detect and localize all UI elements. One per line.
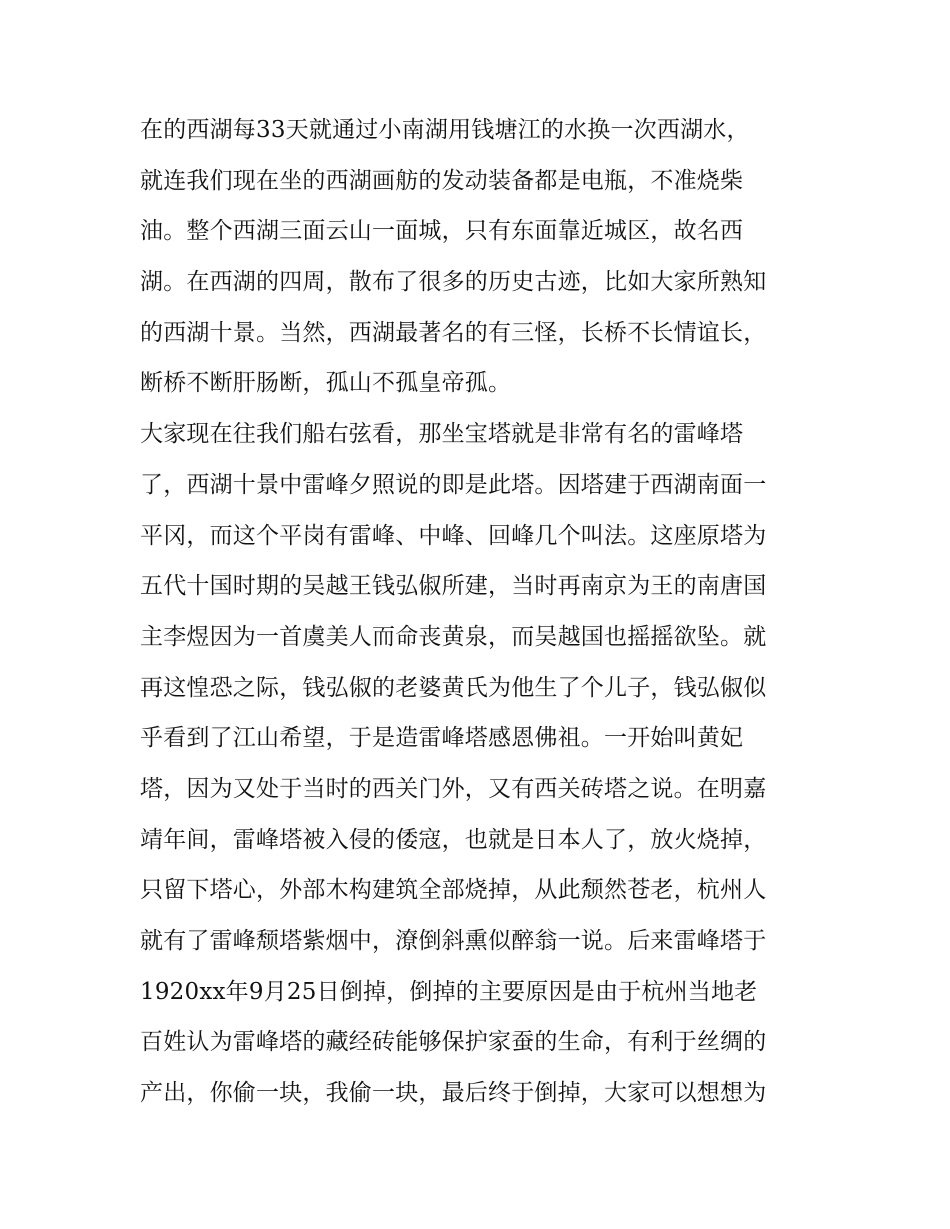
text-line: 产出，你偷一块，我偷一块，最后终于倒掉，大家可以想想为 <box>140 1080 767 1107</box>
text-line: 平冈，而这个平岗有雷峰、中峰、回峰几个叫法。这座原塔为 <box>140 522 767 549</box>
text-line: 的西湖十景。当然，西湖最著名的有三怪，长桥不长情谊长， <box>140 319 767 346</box>
text-line: 就有了雷峰颓塔紫烟中，潦倒斜熏似醉翁一说。后来雷峰塔于 <box>140 928 767 954</box>
paragraph-leifeng-pagoda <box>140 409 820 1119</box>
text-line: 主李煜因为一首虞美人而命丧黄泉，而吴越国也摇摇欲坠。就 <box>140 623 767 650</box>
body-text <box>140 105 820 1119</box>
text-line: 在的西湖每33天就通过小南湖用钱塘江的水换一次西湖水， <box>140 117 750 143</box>
text-line: 五代十国时期的吴越王钱弘俶所建，当时再南京为王的南唐国 <box>140 573 767 600</box>
paragraph-west-lake <box>140 105 820 409</box>
text-line: 靖年间，雷峰塔被入侵的倭寇，也就是日本人了，放火烧掉， <box>140 826 767 853</box>
text-line: 了，西湖十景中雷峰夕照说的即是此塔。因塔建于西湖南面一 <box>140 471 767 498</box>
text-line: 只留下塔心，外部木构建筑全部烧掉，从此颓然苍老，杭州人 <box>140 877 767 904</box>
text-line: 百姓认为雷峰塔的藏经砖能够保护家蚕的生命，有利于丝绸的 <box>140 1029 767 1056</box>
text-line: 1920xx年9月25日倒掉，倒掉的主要原因是由于杭州当地老 <box>140 978 758 1005</box>
text-line: 再这惶恐之际，钱弘俶的老婆黄氏为他生了个儿子，钱弘俶似 <box>140 674 767 701</box>
text-line: 大家现在往我们船右弦看，那坐宝塔就是非常有名的雷峰塔 <box>140 421 744 448</box>
text-line: 乎看到了江山希望，于是造雷峰塔感恩佛祖。一开始叫黄妃 <box>140 725 744 752</box>
text-line: 湖。在西湖的四周，散布了很多的历史古迹，比如大家所熟知 <box>140 269 767 296</box>
text-line: 断桥不断肝肠断，孤山不孤皇帝孤。 <box>140 370 512 397</box>
text-line: 就连我们现在坐的西湖画舫的发动装备都是电瓶，不准烧柴 <box>140 167 744 194</box>
text-line: 塔，因为又处于当时的西关门外，又有西关砖塔之说。在明嘉 <box>140 775 767 802</box>
text-line: 油。整个西湖三面云山一面城，只有东面靠近城区，故名西 <box>140 218 744 245</box>
